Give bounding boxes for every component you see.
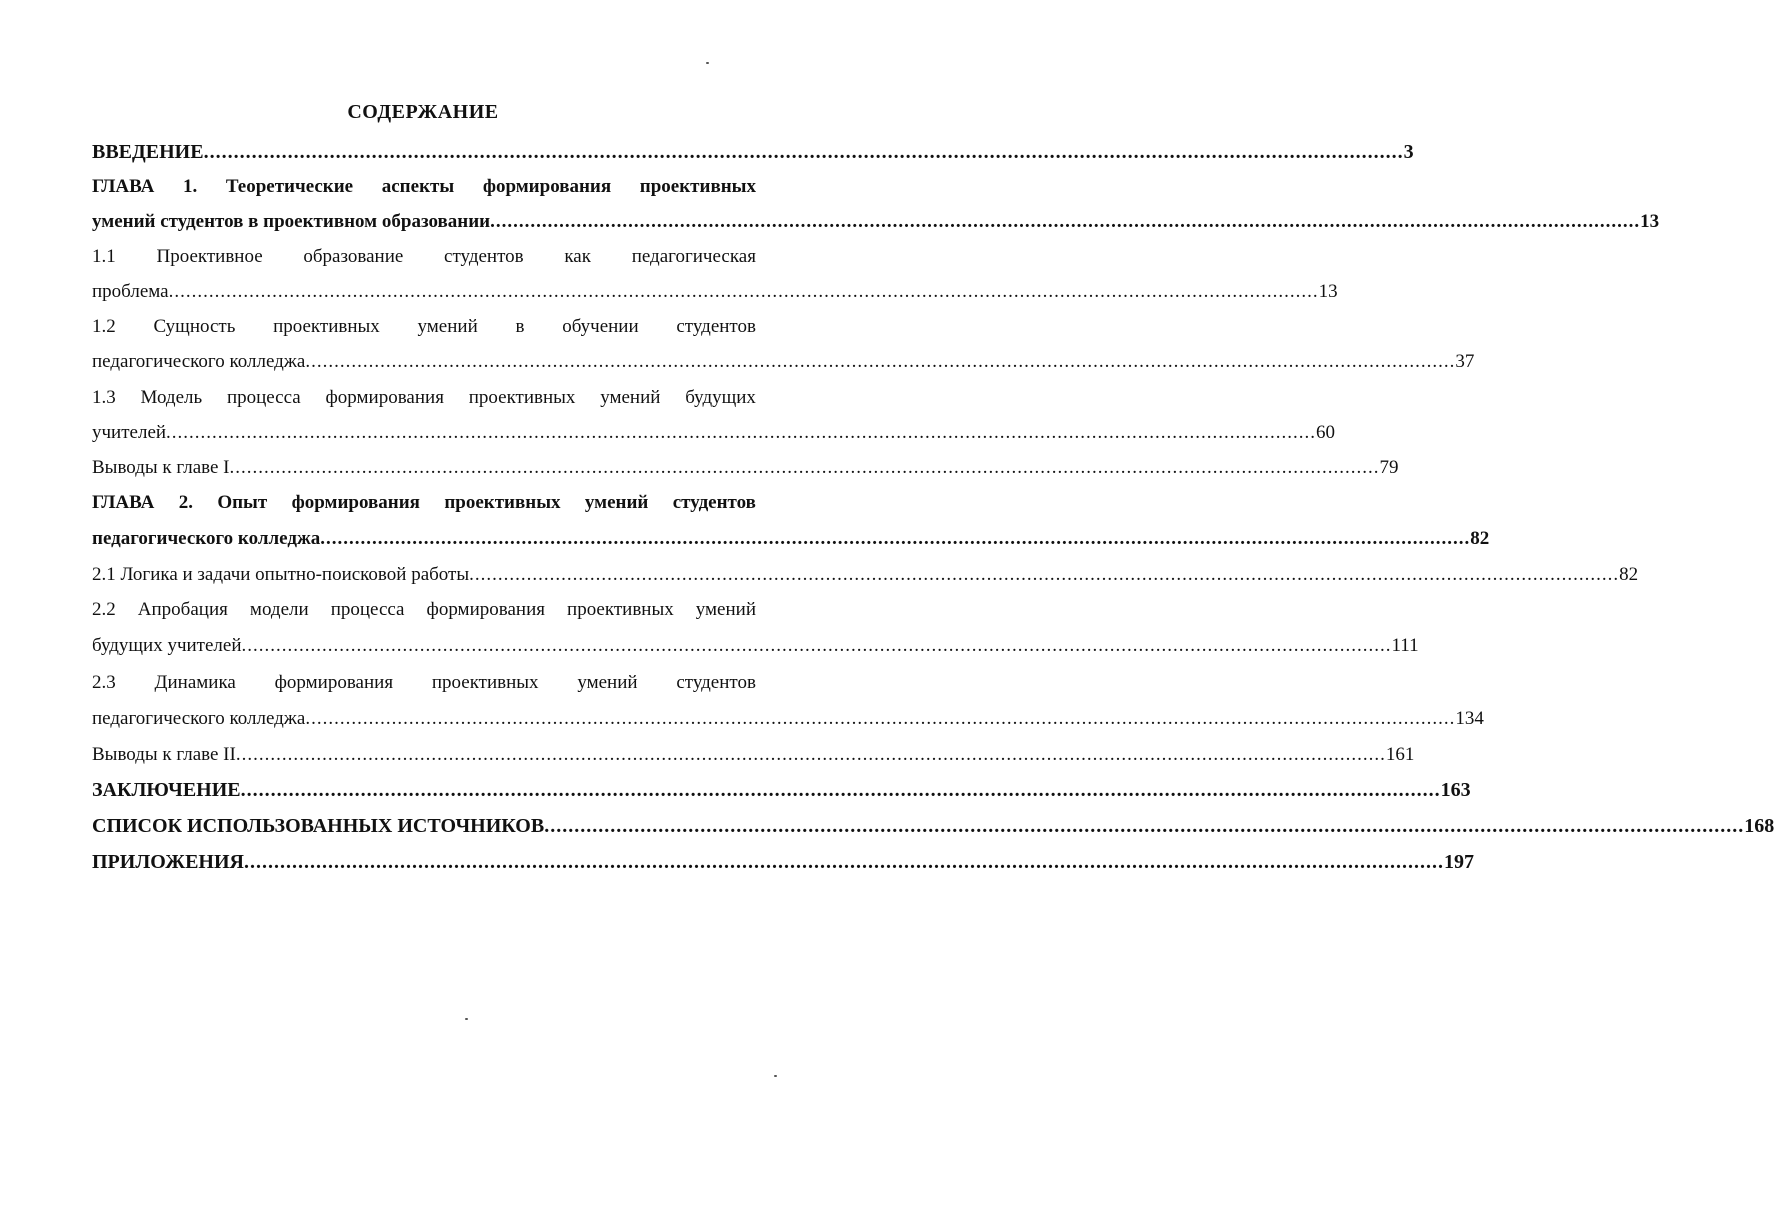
toc-entry-appendices [92,849,1474,875]
toc-word: модели [249,599,309,620]
toc-page-number: 60 [1316,422,1336,443]
toc-page-number: 3 [1403,141,1414,163]
toc-word: педагогическая [631,246,756,267]
scan-speck [465,1018,468,1020]
toc-word: 2.3 [92,672,116,693]
toc-word: Апробация [137,599,228,620]
toc-entry-chapter-1-line-2 [92,209,1660,235]
toc-word: ГЛАВА [92,492,155,513]
toc-word: как [564,246,591,267]
toc-word: студентов [672,492,756,513]
toc-leader-dots: ........................................................................................................................................................................................................ [305,708,1456,729]
toc-page-number: 111 [1391,635,1419,656]
toc-entry-section-2-3-line-1 [92,670,756,696]
toc-page-number: 13 [1640,211,1660,232]
toc-word: проективных [444,492,561,513]
toc-word: в [515,316,525,337]
toc-word: студентов [444,246,524,267]
toc-leader-dots: ........................................................................................................................................................................................................ [243,851,1444,873]
toc-word: умений [600,387,661,408]
toc-word: 2.2 [92,599,116,620]
toc-entry-section-1-3-line-1 [92,385,756,411]
toc-word: формирования [426,599,545,620]
toc-entry-chapter-2-conclusions [92,742,1415,768]
toc-word: ГЛАВА [92,176,155,197]
toc-entry-section-1-2-line-1 [92,314,756,340]
toc-word: Проективное [156,246,263,267]
toc-entry-label: ПРИЛОЖЕНИЯ [92,851,244,873]
scan-speck [774,1075,777,1077]
toc-entry-label: проблема [92,281,169,302]
toc-page-number: 163 [1440,779,1471,801]
toc-word: Динамика [154,672,236,693]
toc-word: 1. [182,176,198,197]
toc-entry-section-2-2-line-1 [92,597,756,623]
toc-entry-label: педагогического колледжа [92,528,321,549]
toc-word: формирования [482,176,612,197]
toc-leader-dots: ........................................................................................................................................................................................................ [490,211,1641,232]
toc-word: процесса [226,387,301,408]
toc-page-number: 168 [1744,815,1774,837]
toc-word: Модель [140,387,203,408]
toc-page-number: 161 [1385,744,1415,765]
toc-leader-dots: ........................................................................................................................................................................................................ [469,564,1620,585]
toc-word: будущих [685,387,756,408]
toc-entry-label: ЗАКЛЮЧЕНИЕ [92,779,241,801]
toc-word: Сущность [153,316,236,337]
toc-leader-dots: ........................................................................................................................................................................................................ [240,779,1441,801]
toc-entry-label: Выводы к главе II [92,744,236,765]
toc-leader-dots: ........................................................................................................................................................................................................ [203,141,1404,163]
toc-entry-chapter-2-line-2 [92,526,1490,552]
toc-word: формирования [274,672,394,693]
toc-entry-label: ВВЕДЕНИЕ [92,141,204,163]
toc-word: проективных [468,387,576,408]
toc-entry-conclusion [92,777,1471,803]
toc-entry-section-1-2-line-2 [92,349,1475,375]
toc-word: умений [577,672,638,693]
toc-page-number: 197 [1443,851,1474,873]
toc-word: Теоретические [225,176,354,197]
toc-leader-dots: ........................................................................................................................................................................................................ [168,281,1319,302]
toc-word: 1.2 [92,316,116,337]
toc-word: формирования [325,387,444,408]
toc-page-number: 13 [1318,281,1338,302]
toc-page-number: 79 [1379,457,1399,478]
toc-word: обучении [562,316,639,337]
toc-word: Опыт [217,492,268,513]
toc-word: 2. [178,492,193,513]
toc-leader-dots: ........................................................................................................................................................................................................ [305,351,1456,372]
toc-entry-chapter-2-line-1 [92,490,756,516]
toc-word: проективных [567,599,674,620]
toc-word: умений [584,492,649,513]
toc-word: студентов [676,672,756,693]
toc-word: образование [303,246,404,267]
toc-word: проективных [431,672,539,693]
toc-page-number: 82 [1619,564,1639,585]
page-title: СОДЕРЖАНИЕ [347,101,499,123]
toc-entry-label: педагогического колледжа [92,351,306,372]
toc-entry-label: учителей [92,422,167,443]
toc-word: проективных [273,316,380,337]
toc-leader-dots: ........................................................................................................................................................................................................ [166,422,1317,443]
toc-entry-label: педагогического колледжа [92,708,306,729]
toc-entry-label: умений студентов в проективном образовании [92,211,491,232]
toc-word: формирования [291,492,420,513]
toc-word: 1.3 [92,387,116,408]
toc-entry-references [92,813,1774,839]
toc-word: студентов [676,316,756,337]
toc-entry-section-1-3-line-2 [92,420,1336,446]
toc-entry-chapter-1-conclusions [92,455,1399,481]
toc-page-number: 82 [1470,528,1490,549]
toc-leader-dots: ........................................................................................................................................................................................................ [235,744,1386,765]
toc-word: аспекты [381,176,455,197]
toc-entry-section-2-1 [92,562,1639,588]
toc-entry-section-1-1-line-1 [92,244,756,270]
toc-entry-label: будущих учителей [92,635,242,656]
toc-page-number: 37 [1455,351,1475,372]
toc-entry-label: Выводы к главе I [92,457,230,478]
toc-entry-label: СПИСОК ИСПОЛЬЗОВАННЫХ ИСТОЧНИКОВ [92,815,545,837]
toc-entry-introduction [92,139,1414,165]
toc-entry-label: 2.1 Логика и задачи опытно-поисковой работы [92,564,470,585]
toc-word: проективных [639,176,756,197]
toc-leader-dots: ........................................................................................................................................................................................................ [544,815,1745,837]
toc-word: умений [695,599,756,620]
toc-leader-dots: ........................................................................................................................................................................................................ [229,457,1380,478]
toc-leader-dots: ........................................................................................................................................................................................................ [320,528,1471,549]
toc-entry-section-1-1-line-2 [92,279,1338,305]
toc-entry-section-2-2-line-2 [92,633,1419,659]
toc-word: умений [417,316,478,337]
toc-page-number: 134 [1455,708,1484,729]
toc-word: процесса [330,599,405,620]
toc-entry-section-2-3-line-2 [92,706,1484,732]
scan-speck [706,62,709,64]
toc-entry-chapter-1-line-1 [92,174,756,200]
toc-leader-dots: ........................................................................................................................................................................................................ [241,635,1392,656]
toc-word: 1.1 [92,246,116,267]
